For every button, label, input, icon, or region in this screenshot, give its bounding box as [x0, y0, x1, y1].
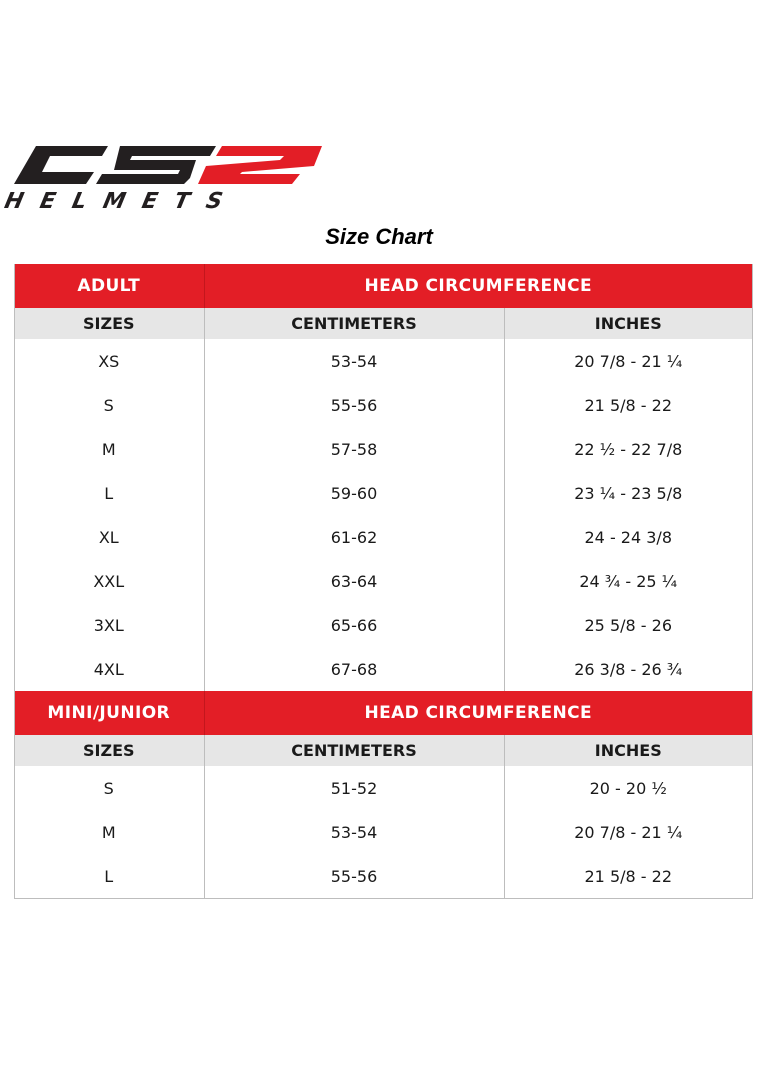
page-title: Size Chart: [325, 224, 433, 249]
column-header-sizes: SIZES: [14, 735, 204, 766]
inches-cell: 21 5/8 - 22: [504, 854, 752, 898]
adult-head-circumference-label: HEAD CIRCUMFERENCE: [204, 264, 752, 308]
inches-cell: 23 ¼ - 23 5/8: [504, 471, 752, 515]
junior-column-headers: [14, 735, 752, 766]
column-header-centimeters: CENTIMETERS: [204, 308, 504, 339]
centimeters-cell: 51-52: [204, 766, 504, 810]
inches-cell: 25 5/8 - 26: [504, 603, 752, 647]
junior-label: MINI/JUNIOR: [14, 691, 204, 735]
table-row: [14, 854, 752, 898]
logo-number-2: [198, 146, 322, 184]
table-row: [14, 471, 752, 515]
table-row: [14, 766, 752, 810]
table-row: [14, 339, 752, 383]
centimeters-cell: 63-64: [204, 559, 504, 603]
inches-cell: 26 3/8 - 26 ¾: [504, 647, 752, 691]
centimeters-cell: 55-56: [204, 383, 504, 427]
size-cell: XS: [14, 339, 204, 383]
adult-column-headers: [14, 308, 752, 339]
inches-cell: 21 5/8 - 22: [504, 383, 752, 427]
column-header-sizes: SIZES: [14, 308, 204, 339]
table-row: [14, 427, 752, 471]
logo-letter-s: [96, 146, 216, 184]
size-cell: XXL: [14, 559, 204, 603]
ls2-helmets-logo: [0, 140, 340, 216]
centimeters-cell: 53-54: [204, 339, 504, 383]
inches-cell: 22 ½ - 22 7/8: [504, 427, 752, 471]
inches-cell: 20 7/8 - 21 ¼: [504, 339, 752, 383]
size-cell: M: [14, 427, 204, 471]
size-cell: L: [14, 471, 204, 515]
table-row: [14, 383, 752, 427]
logo-wordmark: HELMETS: [2, 188, 242, 214]
size-cell: S: [14, 766, 204, 810]
size-chart-table: [14, 264, 752, 898]
centimeters-cell: 59-60: [204, 471, 504, 515]
size-cell: S: [14, 383, 204, 427]
size-cell: L: [14, 854, 204, 898]
junior-section-header: [14, 691, 752, 735]
table-row: [14, 515, 752, 559]
inches-cell: 20 7/8 - 21 ¼: [504, 810, 752, 854]
column-header-centimeters: CENTIMETERS: [204, 735, 504, 766]
adult-section-header: [14, 264, 752, 308]
inches-cell: 20 - 20 ½: [504, 766, 752, 810]
inches-cell: 24 - 24 3/8: [504, 515, 752, 559]
column-header-inches: INCHES: [504, 735, 752, 766]
logo-letter-l: [14, 146, 108, 184]
table-row: [14, 603, 752, 647]
table-row: [14, 647, 752, 691]
junior-head-circumference-label: HEAD CIRCUMFERENCE: [204, 691, 752, 735]
column-header-inches: INCHES: [504, 308, 752, 339]
centimeters-cell: 55-56: [204, 854, 504, 898]
table-row: [14, 559, 752, 603]
size-cell: 4XL: [14, 647, 204, 691]
table-row: [14, 810, 752, 854]
size-cell: 3XL: [14, 603, 204, 647]
size-cell: XL: [14, 515, 204, 559]
size-cell: M: [14, 810, 204, 854]
adult-label: ADULT: [14, 264, 204, 308]
centimeters-cell: 65-66: [204, 603, 504, 647]
centimeters-cell: 57-58: [204, 427, 504, 471]
inches-cell: 24 ¾ - 25 ¼: [504, 559, 752, 603]
centimeters-cell: 61-62: [204, 515, 504, 559]
centimeters-cell: 67-68: [204, 647, 504, 691]
centimeters-cell: 53-54: [204, 810, 504, 854]
